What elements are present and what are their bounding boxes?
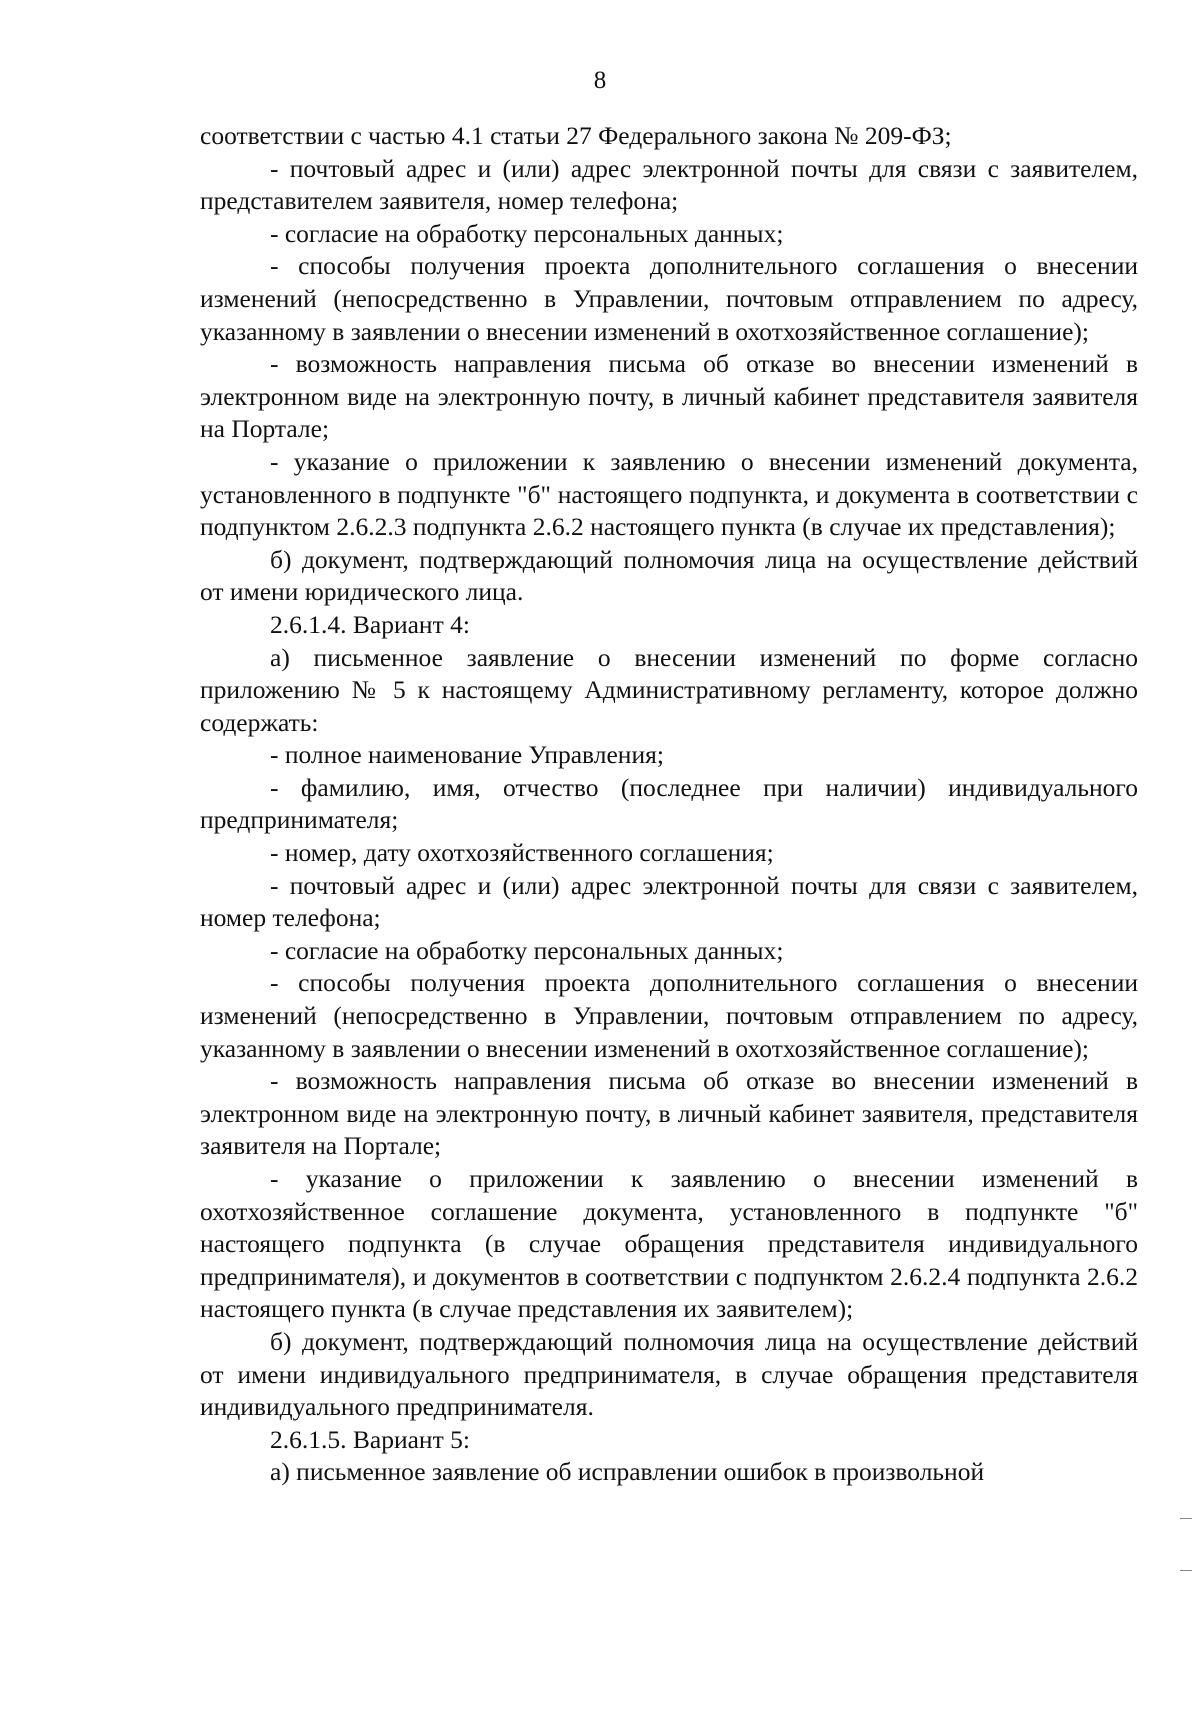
paragraph-refusal-letter: - возможность направления письма об отказе во внесении изменений в электронном виде на электронную почту, в личный кабинет представителя заявителя на Портале; [200, 349, 1138, 444]
paragraph-error-correction: а) письменное заявление об исправлении ошибок в произвольной [270, 1457, 985, 1487]
section-heading-variant-5: 2.6.1.5. Вариант 5: [270, 1424, 470, 1454]
margin-scan-mark [1180, 1570, 1192, 1571]
paragraph-receiving-methods-2: - способы получения проекта дополнительного соглашения о внесении изменений (непосредственно в Управлении, почтовым отправлением по адресу, указанному в заявлении о внесении изменений в охотхозяйственное соглашение); [200, 968, 1138, 1063]
paragraph-continuation: соответствии с частью 4.1 статьи 27 Федерального закона № 209-ФЗ; [200, 121, 952, 150]
section-heading-variant-4: 2.6.1.4. Вариант 4: [270, 609, 470, 639]
paragraph-consent: - согласие на обработку персональных данных; [270, 218, 784, 248]
document-body [200, 120, 1138, 1489]
paragraph-postal-address-2: - почтовый адрес и (или) адрес электронной почты для связи с заявителем, номер телефона; [200, 870, 1138, 933]
paragraph-postal-address: - почтовый адрес и (или) адрес электронной почты для связи с заявителем, представителем заявителя, номер телефона; [200, 153, 1138, 216]
paragraph-written-application: а) письменное заявление о внесении изменений по форме согласно приложению № 5 к настоящему Административному регламенту, которое должно содержать: [200, 642, 1138, 737]
paragraph-attachment-note: - указание о приложении к заявлению о внесении изменений документа, установленного в подпункте "б" настоящего подпункта, и документа в соответствии с подпунктом 2.6.2.3 подпункта 2.6.2 настоящего пункта (в случае их представления); [200, 446, 1138, 542]
paragraph-full-name: - полное наименование Управления; [270, 740, 664, 770]
paragraph-attachment-note-2: - указание о приложении к заявлению о внесении изменений в охотхозяйственное соглашение документа, установленного в подпункте "б" настоящего подпункта (в случае обращения представителя индивидуального предпринимателя), и документов в соответствии с подпунктом 2.6.2.4 подпункта 2.6.2 настоящего пункта (в случае представления их заявителем); [200, 1164, 1138, 1324]
paragraph-entrepreneur-name: - фамилию, имя, отчество (последнее при наличии) индивидуального предпринимателя; [200, 772, 1138, 835]
paragraph-refusal-letter-2: - возможность направления письма об отказе во внесении изменений в электронном виде на электронную почту, в личный кабинет заявителя, представителя заявителя на Портале; [200, 1066, 1138, 1161]
paragraph-authority-document-2: б) документ, подтверждающий полномочия лица на осуществление действий от имени индивидуального предпринимателя, в случае обращения представителя индивидуального предпринимателя. [200, 1326, 1138, 1422]
margin-scan-mark [1180, 1518, 1192, 1519]
paragraph-agreement-number: - номер, дату охотхозяйственного соглашения; [270, 838, 774, 868]
paragraph-consent-2: - согласие на обработку персональных данных; [270, 935, 784, 965]
paragraph-receiving-methods: - способы получения проекта дополнительного соглашения о внесении изменений (непосредственно в Управлении, почтовым отправлением по адресу, указанному в заявлении о внесении изменений в охотхозяйственное соглашение); [200, 251, 1138, 346]
page-number: 8 [593, 67, 607, 94]
paragraph-authority-document: б) документ, подтверждающий полномочия лица на осуществление действий от имени юридического лица. [200, 544, 1138, 607]
